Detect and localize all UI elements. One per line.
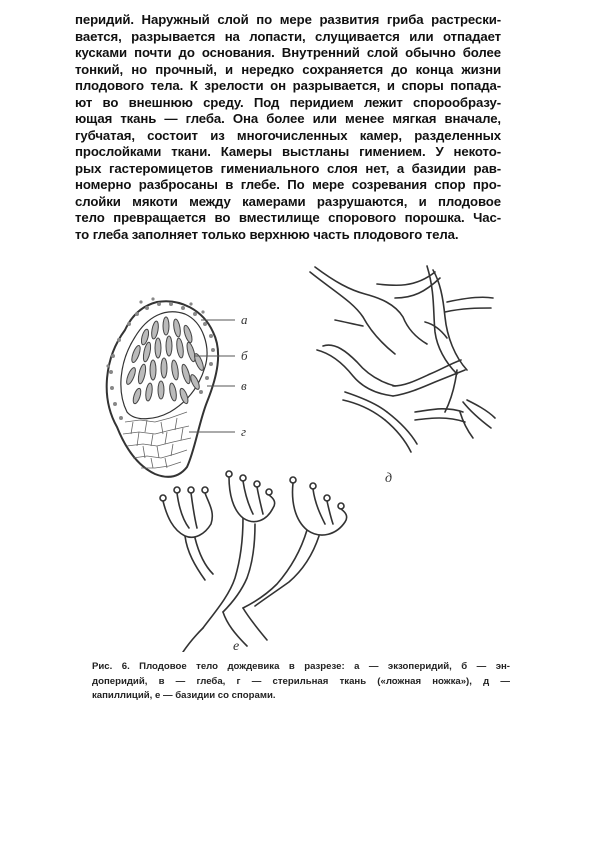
text-line: ют во внешнюю среду. Под перидием лежит спорообразу- [75,94,501,110]
text-line: то глеба заполняет только верхнюю часть плодового тела. [75,226,459,242]
text-line: тонкий, но прочный, и нередко сохраняется до конца жизни [75,61,501,77]
text-line: рых гастеромицетов гимениального слоя нет, а базидии рав- [75,160,501,176]
fruit-body-section [106,297,235,476]
text-line: номерно разбросаны в глебе. По мере созревания спор про- [75,177,501,192]
body-text [75,12,501,243]
caption-line: Рис. 6. Плодовое тело дождевика в разрезе: а — экзоперидий, б — эн- [92,661,510,672]
text-line: вается, разрывается на лопасти, слущивается или отпадает [75,28,501,44]
capillitium-drawing [310,266,495,452]
figure-caption [92,660,510,704]
basidia-drawing [160,471,347,652]
text-line: губчатая, состоит из многочисленных камер, разделенных [75,127,501,143]
label-a: а [241,312,248,327]
caption-line: доперидий, в — глеба, г — стерильная ткань («ложная ножка»), д — [92,675,510,687]
text-line: кусками почти до основания. Внутренний слой обычно более [75,45,501,60]
figure-illustration [95,262,515,652]
label-b: б [241,348,248,363]
puffball-figure [95,262,515,657]
label-e: е [233,639,240,652]
text-line: плодового тела. К зрелости он разрывается, и споры попада- [75,78,501,93]
label-v: в [241,378,247,393]
text-line: прослойками ткани. Камеры выстланы гимением. У некото- [75,144,501,159]
text-line: слойки мякоти между камерами разрушаются, и плодовое [75,193,501,209]
text-line: тело превращается во вместилище спорового порошка. Час- [75,210,501,225]
label-d: д [385,471,393,486]
text-line: перидий. Наружный слой по мере развития гриба растрески- [75,12,501,27]
caption-line: капиллиций, е — базидии со спорами. [92,690,276,701]
label-g: г [241,424,247,439]
text-line: ющая ткань — глеба. Она более или менее мягкая вначале, [75,111,501,126]
